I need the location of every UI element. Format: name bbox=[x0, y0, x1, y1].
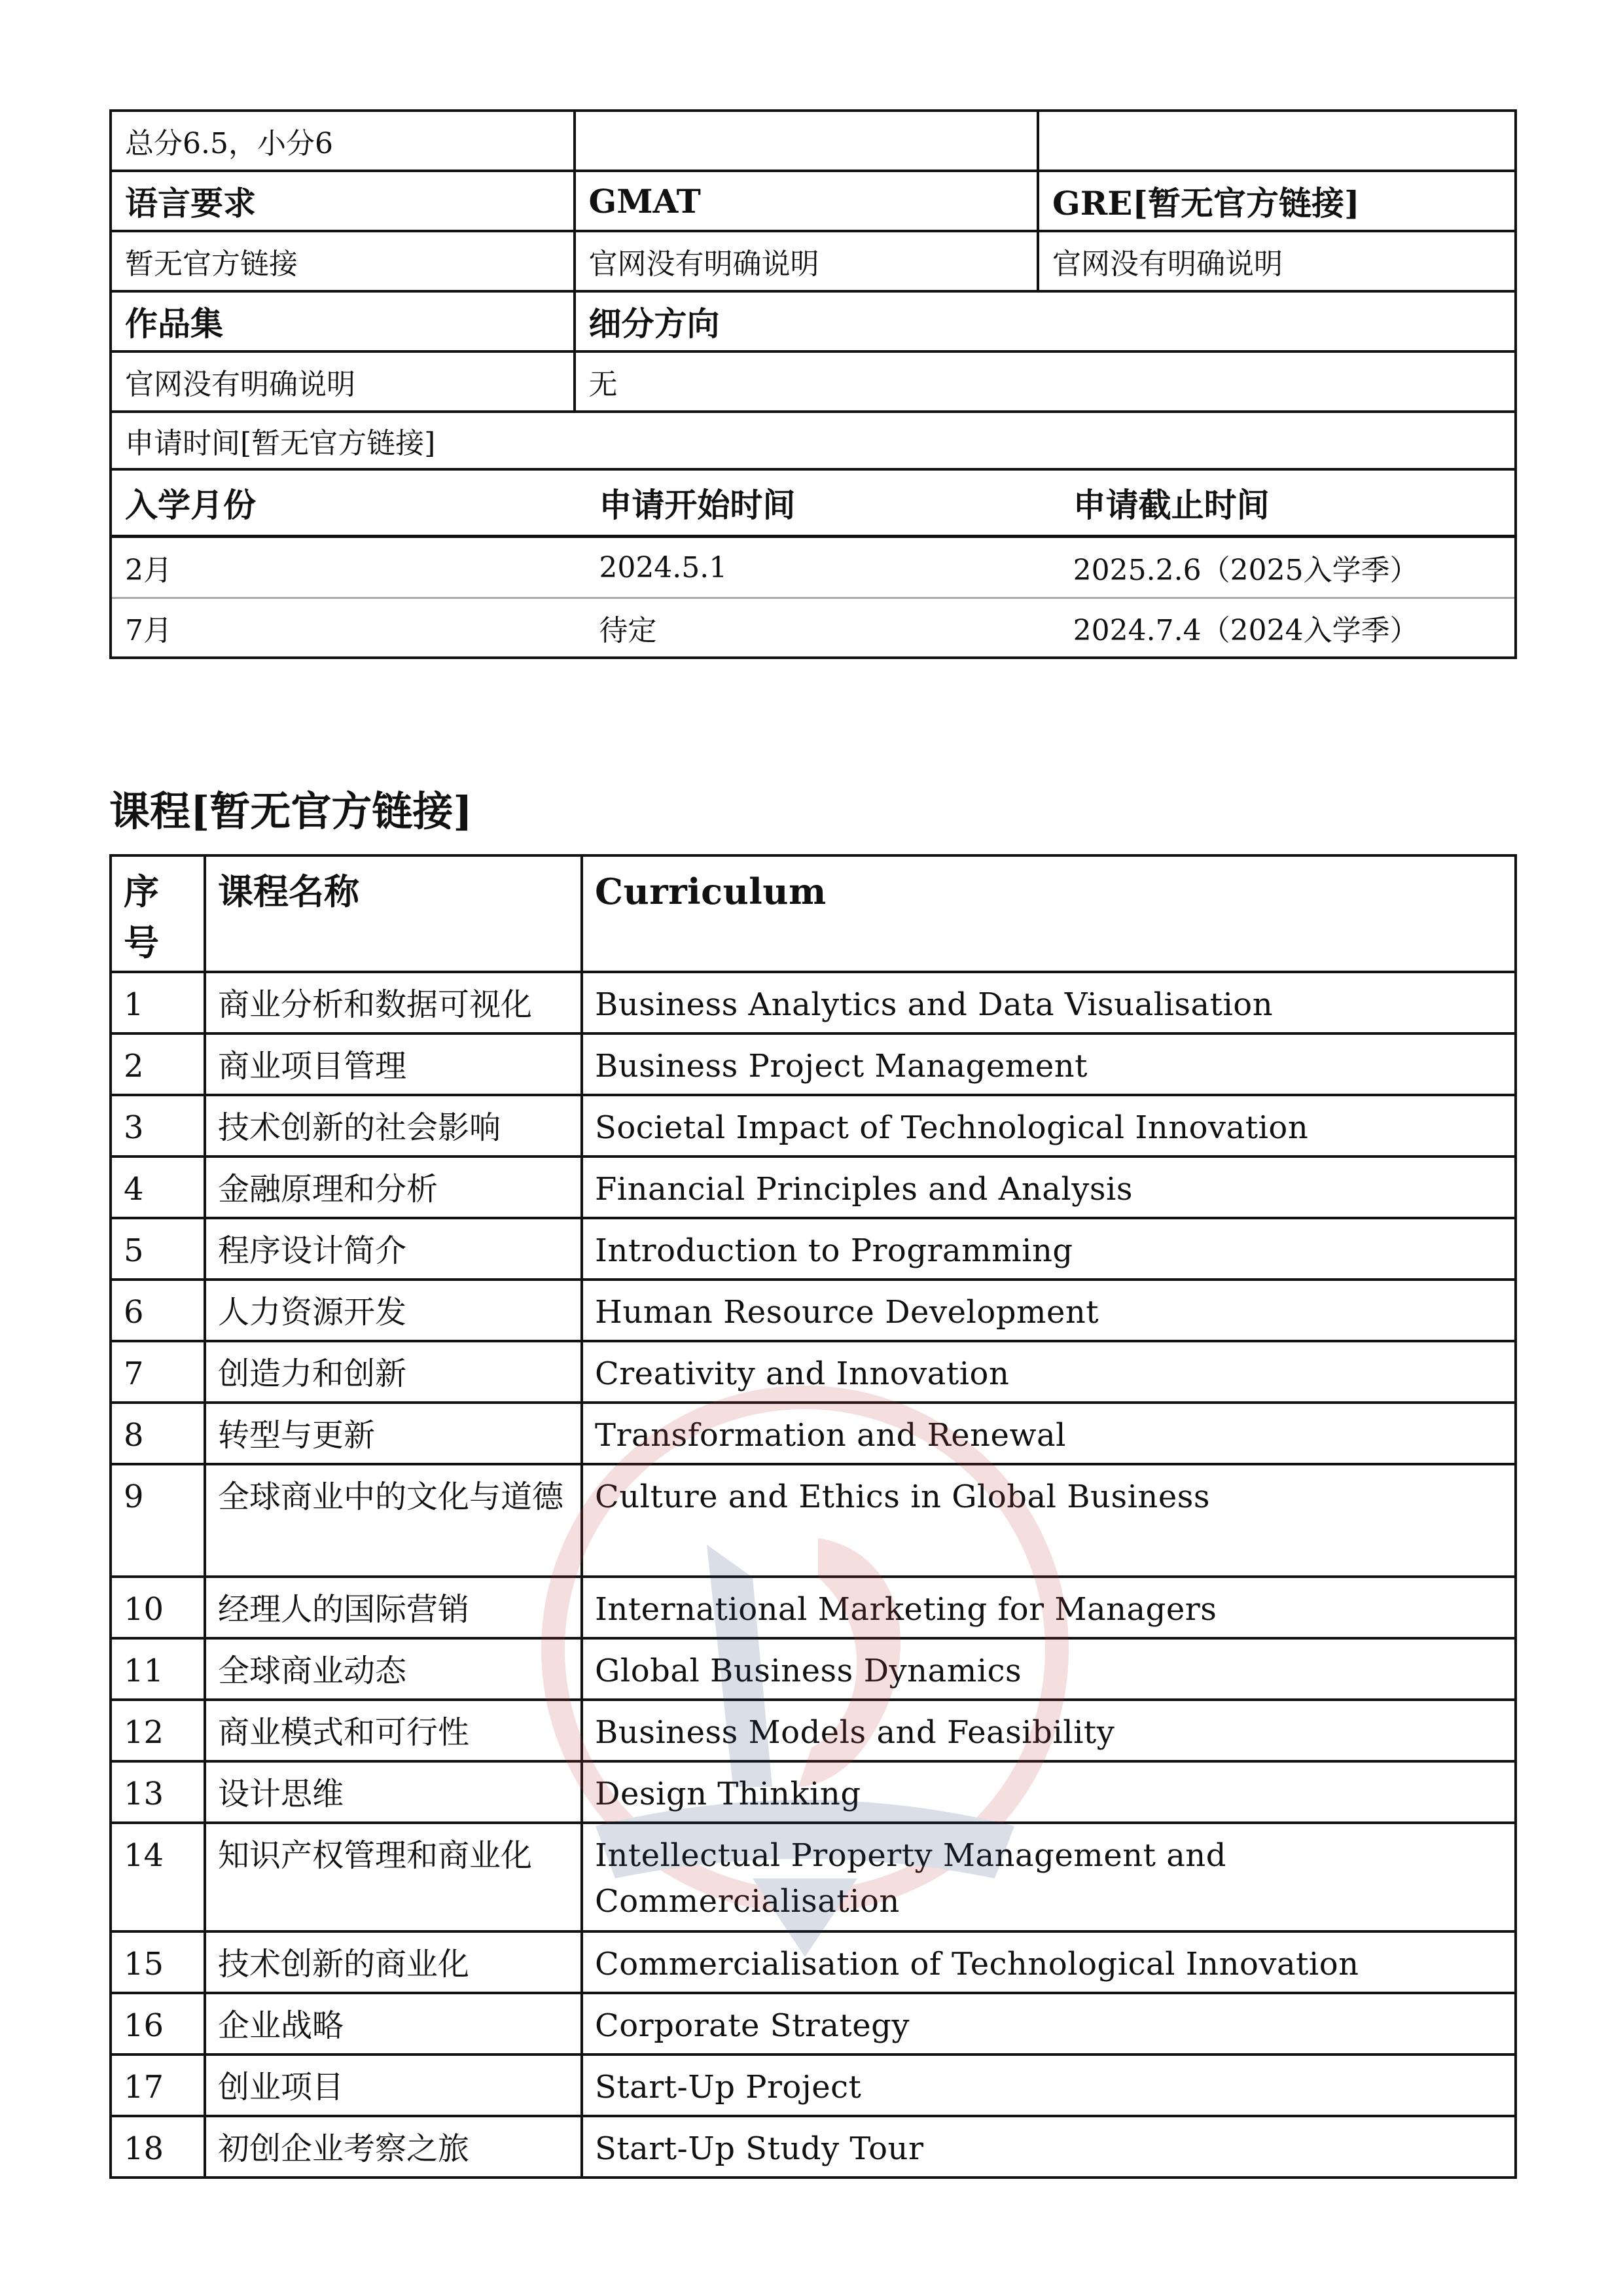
course-no: 6 bbox=[111, 1280, 205, 1341]
course-name: 创业项目 bbox=[205, 2054, 582, 2116]
course-en: Business Project Management bbox=[582, 1033, 1516, 1095]
direction-header: 细分方向 bbox=[575, 291, 1516, 351]
portfolio-header: 作品集 bbox=[111, 291, 575, 351]
table-row bbox=[111, 2054, 1516, 2116]
requirements-value-row bbox=[111, 231, 1516, 291]
table-row bbox=[111, 1993, 1516, 2054]
course-no: 4 bbox=[111, 1157, 205, 1218]
course-name: 设计思维 bbox=[205, 1761, 582, 1823]
no-header: 序号 bbox=[111, 855, 205, 972]
table-row bbox=[111, 1761, 1516, 1823]
course-no: 16 bbox=[111, 1993, 205, 2054]
course-name: 知识产权管理和商业化 bbox=[205, 1823, 582, 1931]
course-name: 初创企业考察之旅 bbox=[205, 2116, 582, 2178]
table-row bbox=[111, 1218, 1516, 1280]
course-en: Introduction to Programming bbox=[582, 1218, 1516, 1280]
table-row bbox=[111, 1033, 1516, 1095]
application-time-title: 申请时间[暂无官方链接] bbox=[111, 412, 1516, 469]
table-row bbox=[111, 1931, 1516, 1993]
course-no: 3 bbox=[111, 1095, 205, 1157]
intake-start-header: 申请开始时间 bbox=[586, 471, 1060, 537]
intake-start: 2024.5.1 bbox=[586, 537, 1060, 598]
table-row bbox=[111, 1577, 1516, 1638]
direction-value: 无 bbox=[575, 351, 1516, 412]
course-no: 15 bbox=[111, 1931, 205, 1993]
course-name: 商业分析和数据可视化 bbox=[205, 972, 582, 1033]
portfolio-value-row bbox=[111, 351, 1516, 412]
score-row bbox=[111, 111, 1516, 171]
course-en: Global Business Dynamics bbox=[582, 1638, 1516, 1700]
table-row bbox=[111, 1700, 1516, 1761]
course-en: Business Analytics and Data Visualisation bbox=[582, 972, 1516, 1033]
intake-row-feb bbox=[112, 537, 1514, 598]
name-header: 课程名称 bbox=[205, 855, 582, 972]
empty-cell bbox=[575, 111, 1039, 171]
course-en: Creativity and Innovation bbox=[582, 1341, 1516, 1403]
intake-start: 待定 bbox=[599, 614, 657, 647]
course-en: Business Models and Feasibility bbox=[582, 1700, 1516, 1761]
gmat-value: 官网没有明确说明 bbox=[575, 231, 1039, 291]
table-row bbox=[111, 1403, 1516, 1464]
course-no: 7 bbox=[111, 1341, 205, 1403]
course-no: 12 bbox=[111, 1700, 205, 1761]
course-name: 程序设计简介 bbox=[205, 1218, 582, 1280]
table-row bbox=[111, 1638, 1516, 1700]
table-row bbox=[111, 2116, 1516, 2178]
course-en: Start-Up Study Tour bbox=[582, 2116, 1516, 2178]
courses-header-row bbox=[111, 855, 1516, 972]
course-name: 全球商业动态 bbox=[205, 1638, 582, 1700]
course-no: 11 bbox=[111, 1638, 205, 1700]
course-name: 金融原理和分析 bbox=[205, 1157, 582, 1218]
intake-table bbox=[112, 471, 1514, 656]
course-name: 技术创新的商业化 bbox=[205, 1931, 582, 1993]
course-no: 17 bbox=[111, 2054, 205, 2116]
course-no: 9 bbox=[111, 1464, 205, 1577]
course-name: 全球商业中的文化与道德 bbox=[205, 1464, 582, 1577]
course-no: 8 bbox=[111, 1403, 205, 1464]
course-en: Start-Up Project bbox=[582, 2054, 1516, 2116]
course-en: International Marketing for Managers bbox=[582, 1577, 1516, 1638]
course-no: 10 bbox=[111, 1577, 205, 1638]
course-en: Corporate Strategy bbox=[582, 1993, 1516, 2054]
empty-cell bbox=[1038, 111, 1516, 171]
intake-deadline: 2024.7.4（2024入学季） bbox=[1073, 614, 1419, 647]
table-row bbox=[111, 1280, 1516, 1341]
score-note: 总分6.5，小分6 bbox=[111, 111, 575, 171]
course-en: Intellectual Property Management and Commercialisation bbox=[582, 1823, 1516, 1931]
course-no: 18 bbox=[111, 2116, 205, 2178]
gre-value: 官网没有明确说明 bbox=[1038, 231, 1516, 291]
requirements-header-row bbox=[111, 171, 1516, 231]
course-name: 人力资源开发 bbox=[205, 1280, 582, 1341]
intake-row bbox=[111, 469, 1516, 658]
table-row bbox=[111, 1341, 1516, 1403]
course-name: 经理人的国际营销 bbox=[205, 1577, 582, 1638]
course-en: Culture and Ethics in Global Business bbox=[582, 1464, 1516, 1577]
course-en: Human Resource Development bbox=[582, 1280, 1516, 1341]
course-no: 13 bbox=[111, 1761, 205, 1823]
application-time-row bbox=[111, 412, 1516, 469]
intake-month-header: 入学月份 bbox=[112, 471, 586, 537]
course-no: 5 bbox=[111, 1218, 205, 1280]
course-name: 转型与更新 bbox=[205, 1403, 582, 1464]
admission-requirements-table bbox=[109, 109, 1517, 659]
course-en: Societal Impact of Technological Innovation bbox=[582, 1095, 1516, 1157]
language-value: 暂无官方链接 bbox=[111, 231, 575, 291]
courses-section-title: 课程[暂无官方链接] bbox=[109, 787, 473, 835]
gmat-header: GMAT bbox=[575, 171, 1039, 231]
course-en: Commercialisation of Technological Innovation bbox=[582, 1931, 1516, 1993]
intake-row-jul bbox=[112, 598, 1514, 657]
course-en: Transformation and Renewal bbox=[582, 1403, 1516, 1464]
language-header: 语言要求 bbox=[111, 171, 575, 231]
course-name: 企业战略 bbox=[205, 1993, 582, 2054]
intake-deadline-header: 申请截止时间 bbox=[1060, 471, 1514, 537]
table-row bbox=[111, 972, 1516, 1033]
course-no: 1 bbox=[111, 972, 205, 1033]
course-name: 技术创新的社会影响 bbox=[205, 1095, 582, 1157]
course-en: Financial Principles and Analysis bbox=[582, 1157, 1516, 1218]
intake-deadline: 2025.2.6（2025入学季） bbox=[1060, 537, 1514, 598]
course-name: 商业模式和可行性 bbox=[205, 1700, 582, 1761]
course-en: Design Thinking bbox=[582, 1761, 1516, 1823]
course-name: 商业项目管理 bbox=[205, 1033, 582, 1095]
portfolio-value: 官网没有明确说明 bbox=[111, 351, 575, 412]
intake-month: 2月 bbox=[112, 537, 586, 598]
table-row bbox=[111, 1095, 1516, 1157]
portfolio-header-row bbox=[111, 291, 1516, 351]
table-row bbox=[111, 1157, 1516, 1218]
intake-month: 7月 bbox=[125, 614, 172, 647]
table-row bbox=[111, 1823, 1516, 1931]
intake-header-row bbox=[112, 471, 1514, 537]
course-no: 14 bbox=[111, 1823, 205, 1931]
curriculum-header: Curriculum bbox=[582, 855, 1516, 972]
course-no: 2 bbox=[111, 1033, 205, 1095]
gre-header: GRE[暂无官方链接] bbox=[1038, 171, 1516, 231]
courses-table bbox=[109, 854, 1517, 2179]
table-row bbox=[111, 1464, 1516, 1577]
course-name: 创造力和创新 bbox=[205, 1341, 582, 1403]
